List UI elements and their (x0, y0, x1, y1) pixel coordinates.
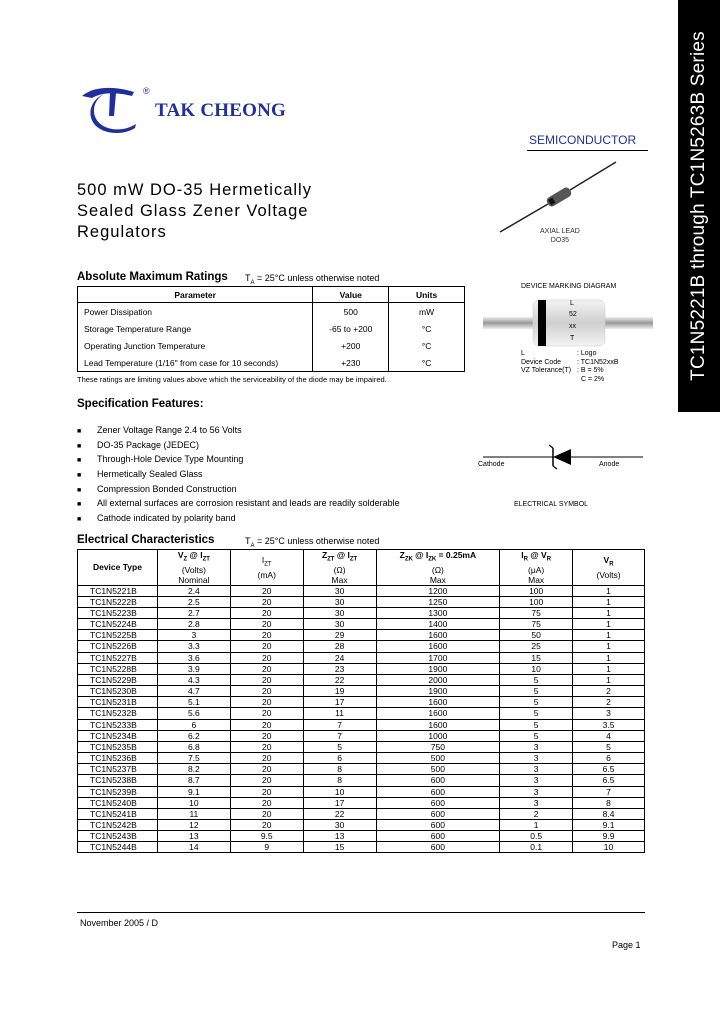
value-cell: 1600 (376, 630, 500, 641)
value-cell: 600 (376, 819, 500, 830)
value-cell: 1200 (376, 585, 500, 596)
ec-condition-note: $T_A = 25^\circ C$ unless otherwise noted (245, 536, 380, 549)
table-row (78, 641, 645, 652)
value-cell: 10 (157, 797, 230, 808)
value-cell: 3.6 (157, 652, 230, 663)
value-cell: 20 (230, 608, 303, 619)
value-cell: 23 (303, 663, 376, 674)
anode-label: Anode (599, 461, 620, 468)
value-cell: 6.5 (573, 775, 645, 786)
document-title (77, 180, 312, 243)
value-cell: 20 (230, 775, 303, 786)
value-cell: 1250 (376, 596, 500, 607)
amr-title: Absolute Maximum Ratings (77, 271, 228, 283)
table-row (78, 630, 645, 641)
value-cell: 9.1 (573, 819, 645, 830)
value-cell: 3 (500, 775, 573, 786)
value-cell: 20 (230, 652, 303, 663)
table-row (78, 663, 645, 674)
value-cell: 9.5 (230, 831, 303, 842)
device-type-cell: TC1N5244B (78, 842, 158, 853)
table-row (78, 585, 645, 596)
value-cell: 15 (303, 842, 376, 853)
table-row (78, 753, 645, 764)
value-cell: 11 (303, 708, 376, 719)
marking-diagram-title: DEVICE MARKING DIAGRAM (521, 283, 617, 290)
value-cell: 1300 (376, 608, 500, 619)
value-cell: 6 (303, 753, 376, 764)
value-cell: 600 (376, 831, 500, 842)
features-title: Specification Features: (77, 398, 204, 410)
value-cell: 25 (500, 641, 573, 652)
value-cell: 20 (230, 697, 303, 708)
value-cell: 8.7 (157, 775, 230, 786)
value-cell: 50 (500, 630, 573, 641)
value-cell: 600 (376, 786, 500, 797)
value-cell: 100 (500, 585, 573, 596)
zener-diode-symbol-icon (483, 437, 643, 477)
table-row (78, 619, 645, 630)
value-cell: 2.7 (157, 608, 230, 619)
value-cell: 3 (500, 764, 573, 775)
value-cell: 20 (230, 686, 303, 697)
table-row (78, 708, 645, 719)
value-cell: 3 (500, 753, 573, 764)
value-cell: 17 (303, 797, 376, 808)
device-type-cell: TC1N5230B (78, 686, 158, 697)
table-row (78, 686, 645, 697)
value-cell: 3 (500, 741, 573, 752)
value-cell: 20 (230, 663, 303, 674)
device-type-cell: TC1N5242B (78, 819, 158, 830)
header-zzt: $Z_{ZT}$ @ $I_{ZT}$ (Ω) Max (303, 550, 376, 586)
device-type-cell: TC1N5231B (78, 697, 158, 708)
value-cell: 12 (157, 819, 230, 830)
marking-diagram-icon (483, 298, 653, 350)
value-cell: 9 (230, 842, 303, 853)
value-cell: 20 (230, 619, 303, 630)
electrical-characteristics-table (77, 549, 645, 853)
value-cell: 1 (573, 596, 645, 607)
value-cell: 20 (230, 797, 303, 808)
value-cell: 17 (303, 697, 376, 708)
value-cell: 1 (573, 674, 645, 685)
value-cell: 5 (500, 719, 573, 730)
title-line-1: 500 mW DO-35 Hermetically (77, 181, 312, 199)
device-type-cell: TC1N5224B (78, 619, 158, 630)
value-cell: 3.3 (157, 641, 230, 652)
value-cell: 75 (500, 619, 573, 630)
value-cell: 600 (376, 797, 500, 808)
list-item: ■ Zener Voltage Range 2.4 to 56 Volts (77, 425, 242, 435)
title-line-3: Regulators (77, 223, 167, 241)
device-type-cell: TC1N5229B (78, 674, 158, 685)
device-type-cell: TC1N5233B (78, 719, 158, 730)
table-row (78, 808, 645, 819)
list-item: ■ All external surfaces are corrosion resistant and leads are readily solderable (77, 498, 400, 509)
value-cell: 3 (157, 630, 230, 641)
value-cell: 6 (157, 719, 230, 730)
value-cell: 3.5 (573, 719, 645, 730)
device-type-cell: TC1N5237B (78, 764, 158, 775)
value-cell: 500 (376, 753, 500, 764)
value-cell: 6.8 (157, 741, 230, 752)
value-cell: 20 (230, 753, 303, 764)
value-cell: 20 (230, 730, 303, 741)
device-type-cell: TC1N5236B (78, 753, 158, 764)
header-vr: $V_R$ (Volts) (573, 550, 645, 586)
registered-mark: ® (143, 86, 150, 96)
value-cell: 20 (230, 819, 303, 830)
table-row (78, 797, 645, 808)
value-cell: 75 (500, 608, 573, 619)
device-type-cell: TC1N5241B (78, 808, 158, 819)
list-item: ■ Cathode indicated by polarity band (77, 513, 236, 524)
value-cell: 13 (303, 831, 376, 842)
table-row (78, 831, 645, 842)
value-cell: 30 (303, 585, 376, 596)
header-value: Value (313, 287, 389, 303)
value-cell: 1000 (376, 730, 500, 741)
value-cell: 20 (230, 808, 303, 819)
device-type-cell: TC1N5234B (78, 730, 158, 741)
value-cell: 500 (376, 764, 500, 775)
value-cell: 3 (500, 797, 573, 808)
header-rule (527, 150, 648, 151)
value-cell: 1 (573, 663, 645, 674)
value-cell: 1 (573, 608, 645, 619)
page-number: Page 1 (612, 940, 641, 950)
cathode-label: Cathode (478, 461, 505, 468)
table-row: Power Dissipation 500 mW (78, 303, 465, 321)
footer-date: November 2005 / D (80, 918, 159, 928)
header-izt: $I_{ZT}$ (mA) (230, 550, 303, 586)
value-cell: 5 (500, 674, 573, 685)
table-row (78, 775, 645, 786)
value-cell: 5 (303, 741, 376, 752)
value-cell: 20 (230, 585, 303, 596)
value-cell: 0.1 (500, 842, 573, 853)
table-row (78, 608, 645, 619)
value-cell: 1 (573, 619, 645, 630)
value-cell: 6 (573, 753, 645, 764)
value-cell: 6.2 (157, 730, 230, 741)
value-cell: 7 (573, 786, 645, 797)
list-item: ■ Compression Bonded Construction (77, 483, 237, 494)
value-cell: 5 (573, 741, 645, 752)
table-header-row (78, 287, 465, 303)
table-row (78, 819, 645, 830)
brand-name: TAK CHEONG (155, 100, 286, 121)
value-cell: 3 (573, 708, 645, 719)
value-cell: 1 (573, 630, 645, 641)
value-cell: 15 (500, 652, 573, 663)
value-cell: 1 (500, 819, 573, 830)
value-cell: 19 (303, 686, 376, 697)
marking-band-52: 52 (569, 311, 577, 318)
device-type-cell: TC1N5235B (78, 741, 158, 752)
device-type-cell: TC1N5221B (78, 585, 158, 596)
header-ir: $I_R$ @ $V_R$ (μA) Max (500, 550, 573, 586)
table-row (78, 786, 645, 797)
value-cell: 8.2 (157, 764, 230, 775)
value-cell: 20 (230, 708, 303, 719)
value-cell: 0.5 (500, 831, 573, 842)
table-row (78, 764, 645, 775)
table-row: Lead Temperature (1/16" from case for 10 seconds) +230 °C (78, 354, 465, 372)
value-cell: 24 (303, 652, 376, 663)
features-list (77, 423, 400, 526)
marking-legend: L : Logo Device Code : TC1N52xxB VZ Tolerance(T) : B = 5% C = 2% (521, 350, 619, 383)
value-cell: 20 (230, 741, 303, 752)
value-cell: 4.3 (157, 674, 230, 685)
device-type-cell: TC1N5223B (78, 608, 158, 619)
value-cell: 5 (500, 686, 573, 697)
axial-lead-diode-icon (498, 160, 618, 234)
value-cell: 8 (573, 797, 645, 808)
package-label: AXIAL LEAD DO35 (540, 228, 580, 244)
value-cell: 1900 (376, 663, 500, 674)
value-cell: 600 (376, 842, 500, 853)
value-cell: 10 (573, 842, 645, 853)
electrical-symbol-caption: ELECTRICAL SYMBOL (514, 501, 589, 508)
device-type-cell: TC1N5232B (78, 708, 158, 719)
value-cell: 7.5 (157, 753, 230, 764)
value-cell: 7 (303, 719, 376, 730)
value-cell: 14 (157, 842, 230, 853)
value-cell: 100 (500, 596, 573, 607)
value-cell: 5 (500, 730, 573, 741)
value-cell: 30 (303, 596, 376, 607)
device-type-cell: TC1N5227B (78, 652, 158, 663)
ec-title: Electrical Characteristics (77, 534, 215, 546)
ratings-footnote: These ratings are limiting values above which the serviceability of the diode may be impaired. (77, 375, 387, 384)
table-row (78, 596, 645, 607)
list-item: ■ DO-35 Package (JEDEC) (77, 439, 200, 450)
device-type-cell: TC1N5243B (78, 831, 158, 842)
device-type-cell: TC1N5228B (78, 663, 158, 674)
device-type-cell: TC1N5226B (78, 641, 158, 652)
value-cell: 2.5 (157, 596, 230, 607)
value-cell: 6.5 (573, 764, 645, 775)
marking-band-l: L (570, 300, 574, 307)
value-cell: 1 (573, 641, 645, 652)
table-row (78, 719, 645, 730)
amr-condition-note: $T_A = 25^\circ C$ unless otherwise noted (245, 273, 380, 286)
table-row (78, 652, 645, 663)
value-cell: 5.6 (157, 708, 230, 719)
value-cell: 2 (573, 697, 645, 708)
value-cell: 30 (303, 608, 376, 619)
table-row: Operating Junction Temperature +200 °C (78, 337, 465, 354)
table-row: Storage Temperature Range -65 to +200 °C (78, 320, 465, 337)
value-cell: 30 (303, 819, 376, 830)
value-cell: 20 (230, 786, 303, 797)
device-type-cell: TC1N5225B (78, 630, 158, 641)
value-cell: 1 (573, 585, 645, 596)
header-device-type: Device Type (78, 550, 158, 586)
value-cell: 4.7 (157, 686, 230, 697)
value-cell: 1900 (376, 686, 500, 697)
marking-band-xx: xx (569, 323, 576, 330)
header-units: Units (389, 287, 465, 303)
ec-table-body (78, 585, 645, 853)
value-cell: 2.4 (157, 585, 230, 596)
table-row (78, 697, 645, 708)
value-cell: 9.1 (157, 786, 230, 797)
value-cell: 4 (573, 730, 645, 741)
value-cell: 11 (157, 808, 230, 819)
table-row (78, 842, 645, 853)
value-cell: 22 (303, 674, 376, 685)
value-cell: 9.9 (573, 831, 645, 842)
marking-band-t: T (570, 335, 575, 342)
value-cell: 5 (500, 697, 573, 708)
value-cell: 13 (157, 831, 230, 842)
value-cell: 2 (500, 808, 573, 819)
value-cell: 20 (230, 764, 303, 775)
device-type-cell: TC1N5240B (78, 797, 158, 808)
value-cell: 2000 (376, 674, 500, 685)
value-cell: 3.9 (157, 663, 230, 674)
value-cell: 1 (573, 652, 645, 663)
value-cell: 3 (500, 786, 573, 797)
tak-cheong-logo (80, 82, 140, 134)
absolute-maximum-ratings-table (77, 286, 465, 372)
value-cell: 8 (303, 775, 376, 786)
list-item: ■ Through-Hole Device Type Mounting (77, 454, 244, 465)
value-cell: 1600 (376, 641, 500, 652)
value-cell: 7 (303, 730, 376, 741)
value-cell: 5.1 (157, 697, 230, 708)
value-cell: 1700 (376, 652, 500, 663)
value-cell: 29 (303, 630, 376, 641)
value-cell: 30 (303, 619, 376, 630)
series-banner-text: TC1N5221B through TC1N5263B Series (688, 31, 709, 381)
value-cell: 5 (500, 708, 573, 719)
semiconductor-label: SEMICONDUCTOR (529, 133, 637, 147)
value-cell: 20 (230, 641, 303, 652)
value-cell: 1600 (376, 697, 500, 708)
table-row (78, 730, 645, 741)
header-parameter: Parameter (78, 287, 313, 303)
table-row (78, 674, 645, 685)
value-cell: 600 (376, 775, 500, 786)
header-zzk: $Z_{ZK}$ @ $I_{ZK} = 0.25mA$ (Ω) Max (376, 550, 500, 586)
table-row (78, 741, 645, 752)
value-cell: 600 (376, 808, 500, 819)
value-cell: 1400 (376, 619, 500, 630)
footer-rule (77, 912, 645, 913)
device-type-cell: TC1N5239B (78, 786, 158, 797)
value-cell: 10 (303, 786, 376, 797)
value-cell: 20 (230, 630, 303, 641)
value-cell: 28 (303, 641, 376, 652)
value-cell: 10 (500, 663, 573, 674)
value-cell: 8.4 (573, 808, 645, 819)
value-cell: 22 (303, 808, 376, 819)
list-item: ■ Hermetically Sealed Glass (77, 469, 203, 480)
device-type-cell: TC1N5222B (78, 596, 158, 607)
series-side-banner (678, 0, 720, 412)
value-cell: 8 (303, 764, 376, 775)
title-line-2: Sealed Glass Zener Voltage (77, 202, 309, 220)
value-cell: 20 (230, 674, 303, 685)
value-cell: 2 (573, 686, 645, 697)
header-vz: $V_Z$ @ $I_{ZT}$ (Volts) Nominal (157, 550, 230, 586)
value-cell: 1600 (376, 708, 500, 719)
value-cell: 20 (230, 719, 303, 730)
value-cell: 750 (376, 741, 500, 752)
table-header-row (78, 550, 645, 586)
device-type-cell: TC1N5238B (78, 775, 158, 786)
value-cell: 2.8 (157, 619, 230, 630)
value-cell: 20 (230, 596, 303, 607)
value-cell: 1600 (376, 719, 500, 730)
